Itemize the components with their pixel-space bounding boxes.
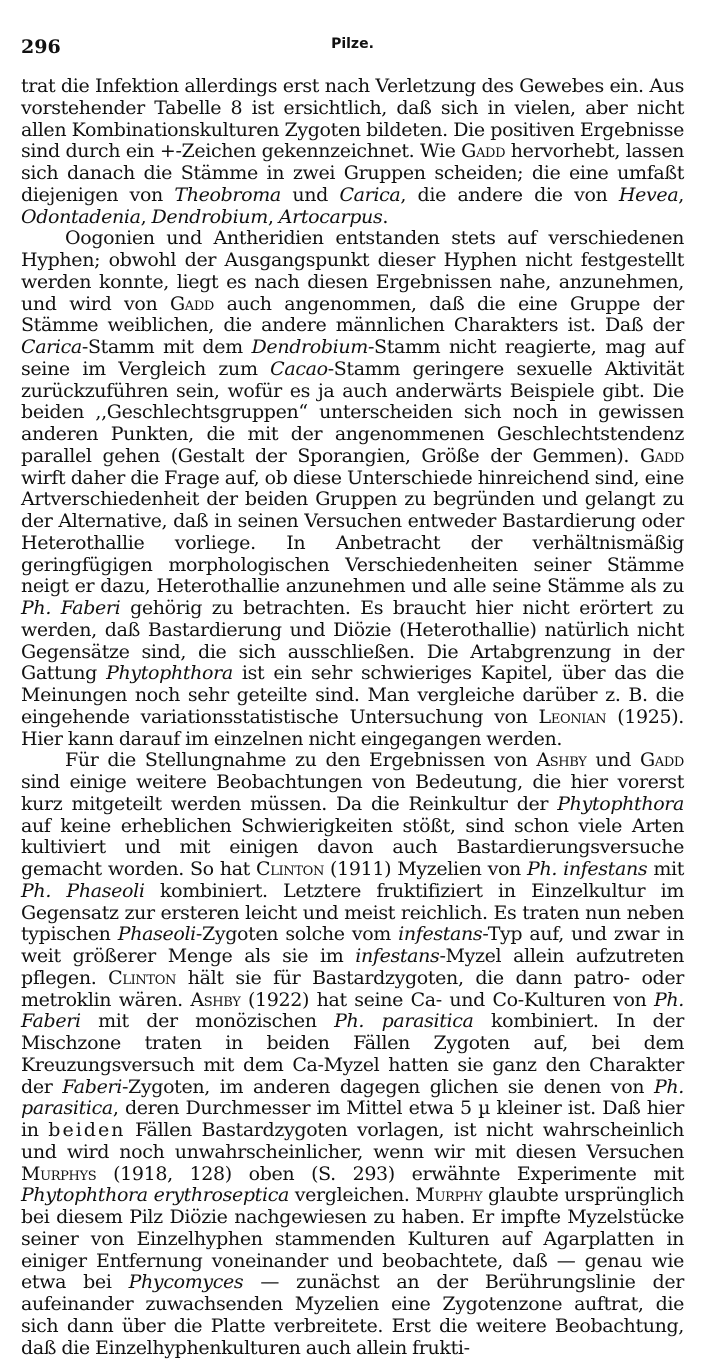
author-name: Murphy [415,1184,483,1207]
text-run: -Zygoten solche vom [195,923,399,946]
author-name: Murphys [21,1162,97,1185]
text-run: wirft daher die Frage auf, ob diese Unterschiede hinreichend sind, eine Artverschiedenheit der beiden Gruppen zu begründen und gelangt zu der Alternative, daß in seinen Versuchen entweder Bastardierung oder Heterothallie vorliege. In Anbetracht der verhältnismäßig geringfügigen morphologischen Verschiedenheiten seiner Stämme neigt er dazu, Heterothallie anzunehmen und alle seine Stämme als zu [21,466,684,598]
italic-term: Theobroma [174,183,281,206]
italic-term: Ph. Faberi [21,597,121,619]
spaced-emphasis: beiden [48,1119,126,1141]
text-run: Fällen Bastardzygoten vorlagen, ist nicht wahrscheinlich und wird noch unwahrscheinlicher, wenn wir mit diesen Versuchen [21,1119,684,1163]
text-run: (1911) Myzelien von [323,858,528,880]
text-run: mit [647,858,685,880]
text-run: Für die Stellungnahme zu den Ergebnissen von [65,749,537,772]
italic-term: Hevea [618,183,679,206]
author-name: Ashby [190,988,241,1011]
page-header [21,30,684,70]
text-run: und [280,183,340,206]
italic-term: Ph. parasitica [21,1075,684,1120]
author-name: Clinton [108,966,177,989]
italic-term: Ph. Faberi [21,988,684,1033]
text-run: kombiniert. In der Mischzone traten in beiden Fällen Zygoten auf, bei dem Kreuzungsversuch mit dem Ca-Myzel hatten sie ganz den Charakter der [21,1010,684,1098]
italic-term: Dendrobium [151,205,268,228]
paragraph [21,76,684,228]
text-run: . [382,205,389,228]
text-run: , die andere die von [400,183,619,206]
author-name: Gadd [639,444,684,467]
text-run: auf keine erheblichen Schwierigkeiten stößt, sind schon viele Arten kultiviert und mit einigen davon auch Bastardierungsversuche gemacht worden. So hat [21,814,684,880]
text-run: auch angenommen, daß die eine Gruppe der Stämme weiblichen, die andere männlichen Charakters ist. Daß der [21,292,685,337]
text-run: , deren Durchmesser im Mittel etwa 5 µ kleiner ist. Daß hier in [21,1097,684,1141]
text-run: ist ein sehr schwieriges Kapitel, über das die Meinungen noch sehr geteilte sind. Man vergleiche darüber z. B. die eingehende variationsstatistische Untersuchung von [21,662,684,728]
author-name: Leonian [538,705,607,728]
italic-term: Phaseoli [117,923,196,946]
running-title: Pilze. [331,36,374,52]
text-run: gehörig zu betrachten. Es braucht hier nicht erörtert zu werden, daß Bastardierung und Diözie (Heterothallie) natürlich nicht Gegensätze sind, die sich ausschließen. Die Artabgrenzung in der Gattung [21,597,684,685]
italic-term: Ph. parasitica [334,1010,474,1033]
author-name: Clinton [256,858,324,880]
text-run: vergleichen. [288,1184,416,1207]
page-number: 296 [21,36,61,58]
text-run: , [140,205,152,228]
text-run: hält sie für Bastardzygoten, die dann patro- oder metroklin wären. [21,966,684,1011]
text-run: , [678,183,684,206]
italic-term: Phytophthora [106,662,233,685]
italic-term: Phytophthora erythroseptica [21,1184,289,1207]
text-run: hervorhebt, lassen sich danach die Stämme in zwei Gruppen scheiden; die eine umfaßt diejenigen von [21,140,685,206]
text-run: (1922) hat seine Ca- und Co-Kulturen von [240,988,654,1011]
italic-term: Faberi [62,1075,122,1098]
text-run: -Myzel allein aufzutreten pflegen. [21,945,684,989]
text-run: -Zygoten, im anderen dagegen glichen sie denen von [121,1075,654,1098]
text-run: kombiniert. Letztere fruktifiziert in Einzelkultur im Gegensatz zur ersteren leicht und meist reichlich. Es traten nun neben typischen [21,879,684,946]
body-text [21,76,684,1359]
italic-term: infestans [398,923,483,946]
text-run: mit der monözischen [80,1010,335,1033]
text-run: glaubte ursprünglich bei diesem Pilz Diözie nachgewiesen zu haben. Er impfte Myzelstücke seiner von Einzelhyphen stammenden Kulturen auf Agarplatten in einiger Entfernung voneinander und beobachtete, daß — genau wie etwa bei [21,1184,684,1294]
text-run: -Typ auf, und zwar in weit größerer Menge als sie im [21,923,685,967]
italic-term: Odontadenia [21,205,141,228]
text-run: sind einige weitere Beobachtungen von Bedeutung, die hier vorerst kurz mitgeteilt werden müssen. Da die Reinkultur der [21,771,684,815]
italic-term: Ph. Phaseoli [21,879,145,902]
author-name: Ashby [536,749,587,772]
text-run: (1918, 128) oben (S. 293) erwähnte Experimente mit [96,1162,684,1185]
author-name: Gadd [169,292,214,315]
paragraph [21,750,684,1359]
text-run: — zunächst an der Berührungslinie der aufeinander zuwachsenden Myzelien eine Zygotenzone auftrat, die sich dann über die Platte verbreitete. Erst die weitere Beobachtung, daß die Einzelhyphenkulturen auch allein frukti- [21,1271,684,1359]
text-run: (1925). Hier kann darauf im einzelnen nicht eingegangen werden. [21,705,684,750]
author-name: Gadd [461,140,506,163]
text-run: , [267,205,279,228]
text-run: Oogonien und Antheridien entstanden stets auf verschiedenen Hyphen; obwohl der Ausgangspunkt dieser Hyphen nicht festgestellt werden konnte, liegt es nach diesen Ergebnissen nahe, anzunehmen, und wird von [21,227,684,315]
text-run: und [586,749,640,772]
text-run: -Stamm nicht reagierte, mag auf seine im Vergleich zum [21,336,685,380]
italic-term: Phytophthora [557,792,684,815]
italic-term: Carica [339,183,401,206]
italic-term: Dendrobium [251,336,368,358]
italic-term: infestans [355,945,440,967]
text-run: -Stamm mit dem [81,336,252,358]
paragraph [21,228,684,750]
text-run: -Stamm geringere sexuelle Aktivität zurückzuführen sein, wofür es ja auch anderwärts Beispiele gibt. Die beiden ,,Geschlechtsgruppen“ unterscheiden sich noch in gewissen anderen Punkten, die mit der angenommenen Geschlechtstendenz parallel gehen (Gestalt der Sporangien, Größe der Gemmen). [21,357,685,467]
author-name: Gadd [639,749,684,772]
italic-term: Ph. infestans [527,858,648,880]
italic-term: Artocarpus [278,205,383,228]
text-run: trat die Infektion allerdings erst nach Verletzung des Gewebes ein. Aus vorstehender Tabelle 8 ist ersichtlich, daß sich in vielen, aber nicht allen Kombinationskulturen Zygoten bildeten. Die positiven Ergebnisse sind durch ein +-Zeichen gekennzeichnet. Wie [21,75,684,163]
italic-term: Cacao [270,357,328,380]
italic-term: Carica [21,336,82,358]
italic-term: Phycomyces [128,1271,244,1294]
